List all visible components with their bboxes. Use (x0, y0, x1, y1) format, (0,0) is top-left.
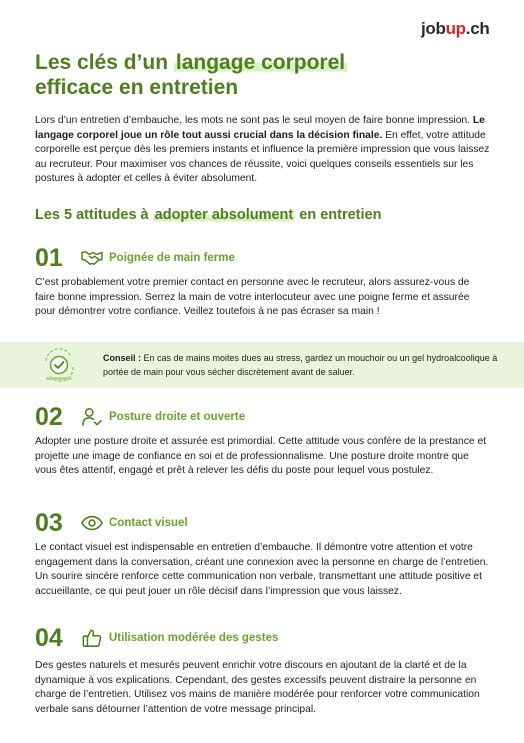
section-02-header (35, 402, 245, 432)
section-01-text: C’est probablement votre premier contact en personne avec le recruteur, alors assurez-vous de faire bonne impression. Serrez la main de votre interlocuteur avec une poigne ferme et assurée pour démontrer votre confiance. Veillez toutefois à ne pas écraser sa main ! (35, 277, 470, 317)
user-check-icon (81, 406, 103, 428)
section-title: Contact visuel (109, 517, 188, 529)
section-number: 01 (35, 243, 63, 272)
section-number: 04 (35, 623, 63, 652)
section-title: Utilisation modérée des gestes (109, 632, 279, 644)
logo-ch: .ch (465, 19, 490, 38)
section-03-text: Le contact visuel est indispensable en entretien d’embauche. Il démontre votre attention et votre engagement dans la conversation, créant une connexion avec la personne en charge de l’entretien. Un sourire sincère renforce cette communication non verbale, transmettant une attitude positive et accueillante, ce qui peut jouer un rôle décisif dans l’impression que vous laissez. (35, 542, 489, 597)
section-04-text: Des gestes naturels et mesurés peuvent enrichir votre discours en ajoutant de la clarté et de la dynamique à vos explications. Cependant, des gestes excessifs peuvent distraire la personne en charge de l’entretien. Utilisez vos mains de manière modérée pour renforcer votre communication verbale sans détourner l’attention de votre message principal. (35, 660, 480, 715)
check-badge-icon (40, 347, 78, 383)
intro-paragraph (35, 114, 490, 187)
subtitle-part-2: en entretien (295, 207, 382, 223)
intro-text-1: Lors d’un entretien d’embauche, les mots ne sont pas le seul moyen de faire bonne impression. (35, 115, 473, 126)
subtitle-part-1: Les 5 attitudes à (35, 207, 153, 223)
tip-label: Conseil : (103, 353, 142, 363)
section-01-header (35, 243, 235, 273)
eye-icon (81, 512, 103, 534)
intro-text-2: En effet, votre attitude corporelle est perçue dès les premiers instants et influence la première impression que vous laissez au recruteur. Pour maximiser vos chances de réussite, voici quelques conseils essentiels sur les postures à adopter et celles à éviter absolument. (35, 129, 490, 184)
subtitle-highlight: adopter absolument (154, 207, 294, 223)
jobup-logo (421, 19, 489, 39)
page-title (35, 50, 475, 100)
tip-text (103, 351, 508, 379)
title-part-1: Les clés d’un (35, 51, 174, 74)
logo-job: job (421, 19, 446, 38)
section-title: Posture droite et ouverte (109, 411, 246, 423)
section-04-header (35, 623, 278, 653)
section-number: 03 (35, 508, 63, 537)
tip-box (0, 342, 524, 388)
section-title: Poignée de main ferme (109, 252, 235, 264)
handshake-icon (81, 247, 103, 269)
title-part-2: efficace en entretien (35, 76, 239, 99)
section-number: 02 (35, 402, 63, 431)
intro-bold: Le langage corporel joue un rôle tout aussi crucial dans la décision finale. (35, 115, 485, 141)
logo-up: up (445, 19, 466, 38)
section-03-header (35, 508, 188, 538)
section-02-text: Adopter une posture droite et assurée est primordial. Cette attitude vous confère de la prestance et projette une image de confiance en soi et de professionnalisme. Une posture droite montre que vous êtes attentif, engagé et prêt à relever les défis du poste pour lequel vous postulez. (35, 436, 487, 476)
section-subtitle (35, 207, 381, 223)
title-highlight: langage corporel (175, 51, 346, 74)
tip-body: En cas de mains moites dues au stress, gardez un mouchoir ou un gel hydroalcoolique à portée de main pour vous sécher discrètement avant de saluer. (103, 353, 498, 377)
thumbs-up-icon (81, 627, 103, 649)
